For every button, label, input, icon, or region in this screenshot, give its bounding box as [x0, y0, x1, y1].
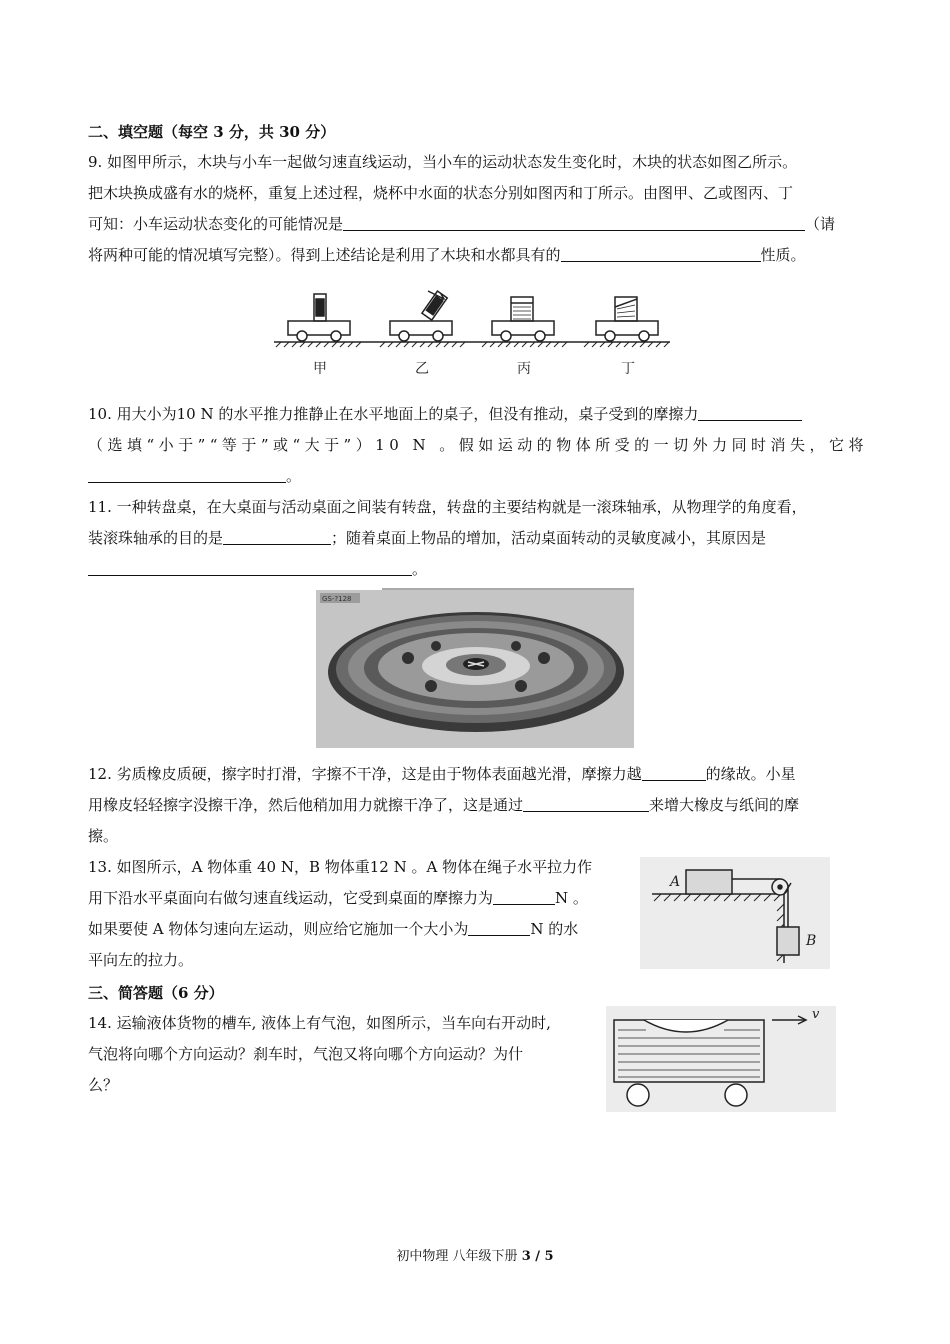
turntable-caption: GS-?128 — [322, 595, 352, 603]
q9-carts-figure — [270, 285, 680, 380]
section2-heading: 二、填空题（每空 3 分，共 30 分） — [88, 123, 336, 141]
pulley-figure — [640, 857, 830, 969]
q10-line2: （ 选 填 “ 小 于 ” “ 等 于 ” 或 “ 大 于 ” ） 1 0 N 。 假 如 运 动 的 物 体 所 受 的 一 切 外 力 同 时 消 失 ， 它 将 — [88, 436, 864, 454]
velocity-label: v — [812, 1007, 820, 1022]
q13-line1: 13. 如图所示，A 物体重 40 N，B 物体重12 N 。A 物体在绳子水平拉力作 — [88, 858, 593, 876]
q9-line2: 把木块换成盛有水的烧杯，重复上述过程，烧杯中水面的状态分别如图丙和丁所示。由图甲、乙或图丙、丁 — [88, 184, 794, 202]
q14-line2: 气泡将向哪个方向运动？刹车时，气泡又将向哪个方向运动？为什 — [88, 1045, 524, 1063]
q12-line1: 12. 劣质橡皮质硬，擦字时打滑，字擦不干净，这是由于物体表面越光滑，摩擦力越 的缘故。小星 — [88, 765, 796, 783]
q12-blank1[interactable] — [642, 765, 706, 781]
q10-line3: 。 — [88, 466, 301, 486]
turntable-photo — [316, 588, 634, 748]
q9-blank1[interactable] — [343, 215, 805, 231]
q13-line2: 用下沿水平桌面向右做匀速直线运动，它受到桌面的摩擦力为 N 。 — [88, 889, 588, 907]
fig-label-yi: 乙 — [415, 361, 429, 377]
q9-line1: 9. 如图甲所示，木块与小车一起做匀速直线运动，当小车的运动状态发生变化时，木块的状态如图乙所示。 — [88, 153, 798, 171]
fig-label-ding: 丁 — [621, 361, 635, 377]
q14-line1: 14. 运输液体货物的槽车, 液体上有气泡，如图所示，当车向右开动时, — [88, 1014, 551, 1032]
q9-line3: 可知：小车运动状态变化的可能情况是 （请 — [88, 215, 836, 233]
q10-line1: 10. 用大小为10 N 的水平推力推静止在水平地面上的桌子，但没有推动，桌子受到的摩擦力 — [88, 404, 802, 424]
q14-line3: 么？ — [88, 1076, 119, 1094]
q13-blank1[interactable] — [493, 889, 555, 905]
q12-line3: 擦。 — [88, 827, 119, 845]
q11-line1: 11. 一种转盘桌，在大桌面与活动桌面之间装有转盘，转盘的主要结构就是一滚珠轴承，从物理学的角度看， — [88, 498, 807, 516]
q12-line2: 用橡皮轻轻擦字没擦干净，然后他稍加用力就擦干净了，这是通过 来增大橡皮与纸间的摩 — [88, 796, 800, 814]
q10-blank1[interactable] — [698, 405, 802, 421]
q9-blank2[interactable] — [561, 246, 761, 262]
fig-label-bing: 丙 — [517, 361, 531, 377]
tanker-figure — [606, 1006, 836, 1112]
q13-line4: 平向左的拉力。 — [88, 951, 194, 969]
q11-line2: 装滚珠轴承的目的是 ；随着桌面上物品的增加，活动桌面转动的灵敏度减小，其原因是 — [88, 529, 767, 547]
q9-line4: 将两种可能的情况填写完整）。得到上述结论是利用了木块和水都具有的 性质。 — [88, 246, 806, 264]
page-footer: 初中物理 八年级下册 3 / 5 — [396, 1249, 554, 1264]
q11-blank1[interactable] — [223, 529, 331, 545]
q11-line3: 。 — [88, 559, 427, 579]
q12-blank2[interactable] — [523, 796, 649, 812]
q11-blank2[interactable] — [88, 560, 412, 576]
page-number: 3 / 5 — [521, 1249, 554, 1264]
fig-label-jia: 甲 — [313, 361, 327, 377]
section3-heading: 三、简答题（6 分） — [88, 984, 224, 1002]
q13-line3: 如果要使 A 物体匀速向左运动，则应给它施加一个大小为 N 的水 — [88, 920, 579, 938]
q10-blank2[interactable] — [88, 467, 286, 483]
label-a: A — [670, 874, 681, 890]
label-b: B — [806, 933, 817, 949]
q13-blank2[interactable] — [468, 920, 530, 936]
